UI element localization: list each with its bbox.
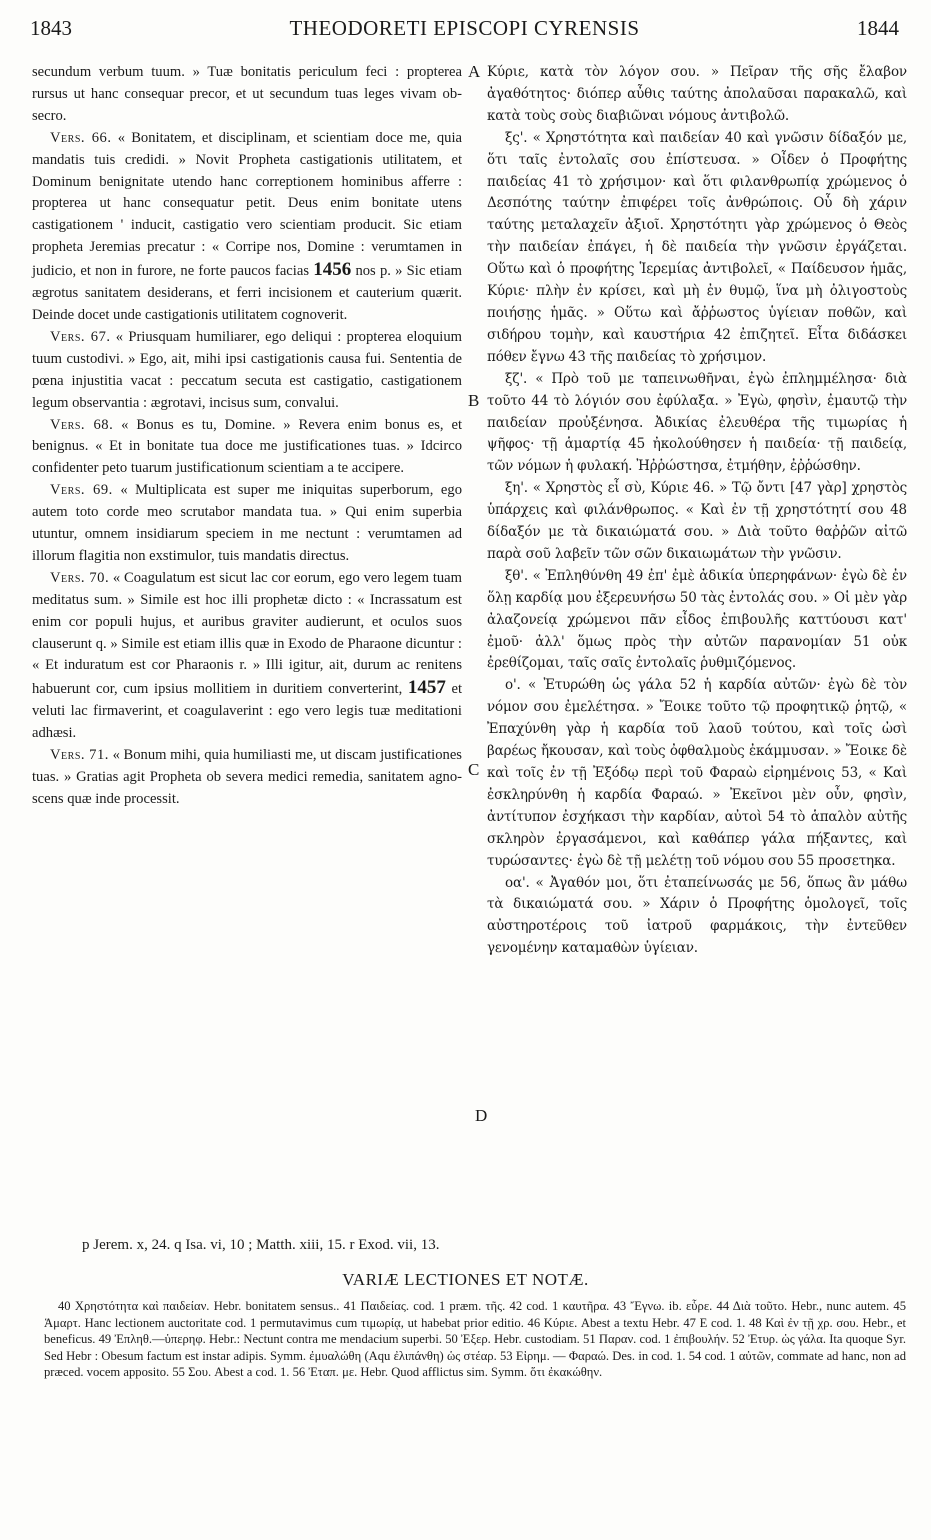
greek-paragraph: ξς'. « Χρηστότητα καὶ παιδείαν 40 καὶ γνῶσιν δίδαξόν με, ὅτι ταῖς ἐντολαῖς σου ἐπίστευσα. » Οἶδεν ὁ Προφήτης παιδείας 41 τὸ χρήσιμον· καὶ ὅτι φιλανθρωπίᾳ χρώμενος ὁ Δεσπότης ταύτην ἐπιφέρει τοῖς ἀνθρώποις. Οὗ δὴ χάριν ταύτης μεταλαχεῖν ἀξιοῖ. Χρηστότητι γὰρ χρώμενος ὁ Θεὸς τὴν παιδείαν ἐπάγει, ἡ δὲ παιδεία τὴν γνῶσιν ἐργάζεται. Οὕτω καὶ ὁ προφήτης Ἱερεμίας ἀντιβολεῖ, « Παίδευσον ἡμᾶς, Κύριε· πλὴν ἐν κρίσει, καὶ μὴ ἐν θυμῷ, ἵνα μὴ ὀλιγοστοὺς ποιήσῃς ἡμᾶς. » Οὕτω καὶ ἄῤῥωστος ὑγίειαν ποθῶν, καὶ σιδήρου τομὴν, καὶ καυστήρια 42 ἐπιζητεῖ. Εἶτα διδάσκει πόθεν ἔγνω 43 τῆς παιδείας τὸ χρήσιμον. — [487, 129, 907, 365]
latin-text: et veluti lac firmaverint, et coagulaverint : ego vero legis tuæ meditationi adhæsi. — [32, 681, 463, 742]
greek-paragraph: ο'. « Ἐτυρώθη ὡς γάλα 52 ἡ καρδία αὐτῶν· ἐγὼ δὲ τὸν νόμον σου ἐμελέτησα. » Ἔοικε τοῦτο τῷ προφητικῷ ῥητῷ, « Ἐπαχύνθη γὰρ ἡ καρδία τοῦ λαοῦ τούτου, καὶ τοῖς ὠσὶ βαρέως ἤκουσαν, καὶ τοὺς ὀφθαλμοὺς ἐκάμμυσαν. » Ἔοικε δὲ καὶ τοῖς ἐν τῇ Ἐξόδῳ περὶ τοῦ Φαραὼ εἰρημένοις 53, « Καὶ ἐσκληρύνθη ἡ καρδία Φαραώ. » Ἐκεῖνοι μὲν οὖν, φησὶν, ἀντίτυπον ἐσχήκασι τὴν καρδίαν, αὐτοὶ 54 τὸ ἁπαλὸν αὐτῆς σκληρὸν ἐργασάμενοι, καὶ καθάπερ γάλα πήξαντες, καὶ τυρώσαντες· ἐγὼ δὲ τῇ μελέτῃ τοῦ νόμου σου 55 προσετηκα. — [487, 677, 907, 869]
latin-paragraph — [32, 480, 462, 568]
verse-label: Vers. 70. — [50, 569, 110, 586]
section-marker-d: D — [475, 1106, 488, 1125]
section-marker-c: C — [468, 760, 480, 779]
greek-paragraph: ξθ'. « Ἐπληθύνθη 49 ἐπ' ἐμὲ ἀδικία ὑπερηφάνων· ἐγὼ δὲ ἐν ὅλῃ καρδίᾳ μου ἐξερευνήσω 50 τὰς ἐντολάς σου. » Οἱ μὲν γὰρ ἀλαζονείᾳ χρώμενοι πᾶν εἶδος ἐπιβουλῆς καττύουσι κατ' ἐμοῦ· ἀλλ' ὅμως πρὸς τὴν αὐτῶν παρανομίαν 51 οὐκ ἐρεθίζομαι, ταῖς σαῖς ἐντολαῖς ῥυθμιζόμενος. — [487, 567, 907, 672]
latin-text: « Multiplicata est super me iniquitas superborum, ego autem toto corde meo scrutabor mandata tua. » Qui enim superbia utuntur, omnem insidiarum speciem in me nectunt : verumtamen ad illorum flagitia non exstimulor, tuis mandatis directus. — [32, 482, 462, 564]
variae-lectiones-title: VARIÆ LECTIONES ET NOTÆ. — [342, 1270, 589, 1289]
latin-paragraph — [32, 745, 462, 811]
verse-label: Vers. 71. — [50, 747, 109, 764]
column-number: 1456 — [313, 259, 352, 281]
latin-paragraph — [32, 327, 462, 415]
latin-text: « Priusquam humiliarer, ego deliqui : propterea eloquium tuum custodivi. » Ego, ait, mihi ipsi castigationis causa fui. Sententia de pœna injustitia vacat : peccatum secuta est castigatio, castigationem legum observantia : ægrotavi, incisus sum, convalui. — [32, 328, 462, 411]
latin-paragraph — [32, 568, 462, 745]
latin-paragraph — [32, 415, 462, 481]
latin-paragraph — [32, 62, 462, 128]
greek-paragraph: ξη'. « Χρηστὸς εἶ σὺ, Κύριε 46. » Τῷ ὄντι [47 γὰρ] χρηστὸς ὑπάρχεις καὶ φιλάνθρωπος. « Καὶ ἐν τῇ χρηστότητί σου 48 δίδαξόν με τὰ δικαιώματά σου. » Διὰ τοῦτο θαῤῥῶν αἰτῶ παρὰ σοῦ λαβεῖν τῶν σῶν δικαιωμάτων τὴν γνῶσιν. — [487, 480, 907, 562]
column-number: 1457 — [407, 677, 446, 699]
greek-paragraph: ξζ'. « Πρὸ τοῦ με ταπεινωθῆναι, ἐγὼ ἐπλημμέλησα· διὰ τοῦτο 44 τὸ λόγιόν σου ἐφύλαξα. » Ἐγὼ, φησὶν, ἐμαυτῷ τὴν παιδείαν προὐξένησα. Ἀδικίας ἐλευθέρα τῆς τιμωρίας ἡ ψῆφος· τῇ ἁμαρτίᾳ 45 ἠκολούθησεν ἡ παιδεία· τῇ παιδείᾳ, τῶν νόμων ἡ φυλακή. Ἠῤῥώστησα, ἐτμήθην, ἐῤῥώσθην. — [487, 370, 907, 475]
latin-column — [32, 62, 462, 811]
page-number-left: 1843 — [30, 16, 72, 40]
greek-paragraph: οα'. « Ἀγαθόν μοι, ὅτι ἐταπείνωσάς με 56, ὅπως ἂν μάθω τὰ δικαιώματά σου. » Χάριν ὁ Προφήτης ὁμολογεῖ, τοῖς αὐστηροτέροις τοῦ ἰατροῦ φαρμάκοις, τὴν ἐντεῦθεν γενομένην καταμαθὼν ὑγίειαν. — [487, 874, 907, 957]
variant-notes — [44, 1298, 906, 1381]
latin-text: « Coagulatum est sicut lac cor eorum, ego vero legem tuam meditatus sum. » Simile est hoc illi prophetæ dicto : « Incrassatum est enim cor populi hujus, et auribus graviter audierunt, et oculos suos clauserunt q. » Simile est etiam illis quæ in Exodo de Pharaone dicuntur : « Et induratum est cor Pharaonis r. » Illi igitur, ait, durum ac renitens habuerunt cor, cum ipsius mollitiem in duritiem converterint, — [32, 569, 462, 698]
notes-text: 40 Χρηστότητα καὶ παιδείαν. Hebr. bonitatem sensus.. 41 Παιδείας. cod. 1 præm. τῆς. 42 cod. 1 καυτῆρα. 43 Ἔγνω. ib. εὗρε. 44 Διὰ τοῦτο. Hebr., nunc autem. 45 Ἁμαρτ. Hanc lectionem auctoritate cod. 1 permutavimus cum τιμωρίᾳ, ut habebat prior editio. 46 Κύριε. Abest a textu Hebr. 47 E cod. 1. 48 Καὶ ἐν τῇ χρ. σου. Hebr., et beneficus. 49 Ἐπληθ.—ὑπερηφ. Hebr.: Nectunt contra me mendacium superbi. 50 Ἐξερ. Hebr. custodiam. 51 Παραν. cod. 1 ἐπιβουλήν. 52 Ἐτυρ. ὡς γάλα. Ita quoque Syr. Sed Hebr : Obesum factum est instar adipis. Symm. ἐμυαλώθη (Aqu ἐλιπάνθη) ὡς στέαρ. 53 Εἰρημ. — Φαραώ. Des. in cod. 1. 54 cod. 1 αὐτῶν, commate ad hanc, non ad præced. vocem apposito. 55 Σου. Abest a cod. 1. 56 Ἐταπ. με. Hebr. Quod afflictus sim. Symm. ὅτι ἐκακώθην. — [44, 1299, 906, 1379]
verse-label: Vers. 69. — [50, 482, 113, 499]
verse-label: Vers. 67. — [50, 328, 111, 345]
latin-text: secundum verbum tuum. » Tuæ bonitatis periculum feci : propterea rursus ut hanc consequar precor, et ut secundum tuas leges vivam obsecro. — [32, 64, 462, 124]
greek-paragraph: Κύριε, κατὰ τὸν λόγον σου. » Πεῖραν τῆς σῆς ἔλαβον ἀγαθότητος· διόπερ αὖθις ταύτης ἀπολαῦσαι παρακαλῶ, καὶ κατὰ τοὺς σοὺς διαβιῶναι νόμους ἀντιβολῶ. — [487, 64, 907, 124]
verse-label: Vers. 66. — [50, 129, 112, 146]
latin-text: « Bonum mihi, quia humiliasti me, ut discam justificationes tuas. » Gratias agit Propheta ob severa medici remedia, sanitatem agnoscens quæ inde processit. — [32, 747, 462, 807]
running-header — [30, 10, 899, 50]
greek-column — [487, 62, 907, 960]
latin-text: « Bonitatem, et disciplinam, et scientiam doce me, quia mandatis tuis credidi. » Novit Propheta castigationis utilitatem, et Dominum benignitate utendo hanc correptionem hominibus afferre : propterea ut hanc consequatur petit. Deus enim bonitate utens castigationem ' inducit, castigatio vero scientiam producit. Sic etiam propheta Jeremias precatur : « Corripe nos, Domine : verumtamen in judicio, et non in furore, ne forte paucos facias — [32, 129, 462, 280]
latin-paragraph — [32, 128, 462, 327]
section-marker-a: A — [468, 62, 481, 81]
verse-label: Vers. 68. — [50, 416, 114, 433]
running-title: THEODORETI EPISCOPI CYRENSIS — [289, 16, 640, 40]
section-marker-b: B — [468, 391, 480, 410]
scripture-references: p Jerem. x, 24. q Isa. vi, 10 ; Matth. xiii, 15. r Exod. vii, 13. — [82, 1237, 440, 1253]
latin-text: nos p. » Sic etiam ægrotus sanitatem desiderans, et ferri incisionem et cauterium quærit. Deinde docet unde castigationis utilitatem cognoverit. — [32, 263, 462, 323]
page-number-right: 1844 — [857, 16, 899, 40]
latin-text: « Bonus es tu, Domine. » Revera enim bonus es, et benignus. « Et in bonitate tua doce me justificationes tuas. » Idcirco confidenter peto tuarum justificationum scientiam a te accipere. — [32, 416, 463, 477]
